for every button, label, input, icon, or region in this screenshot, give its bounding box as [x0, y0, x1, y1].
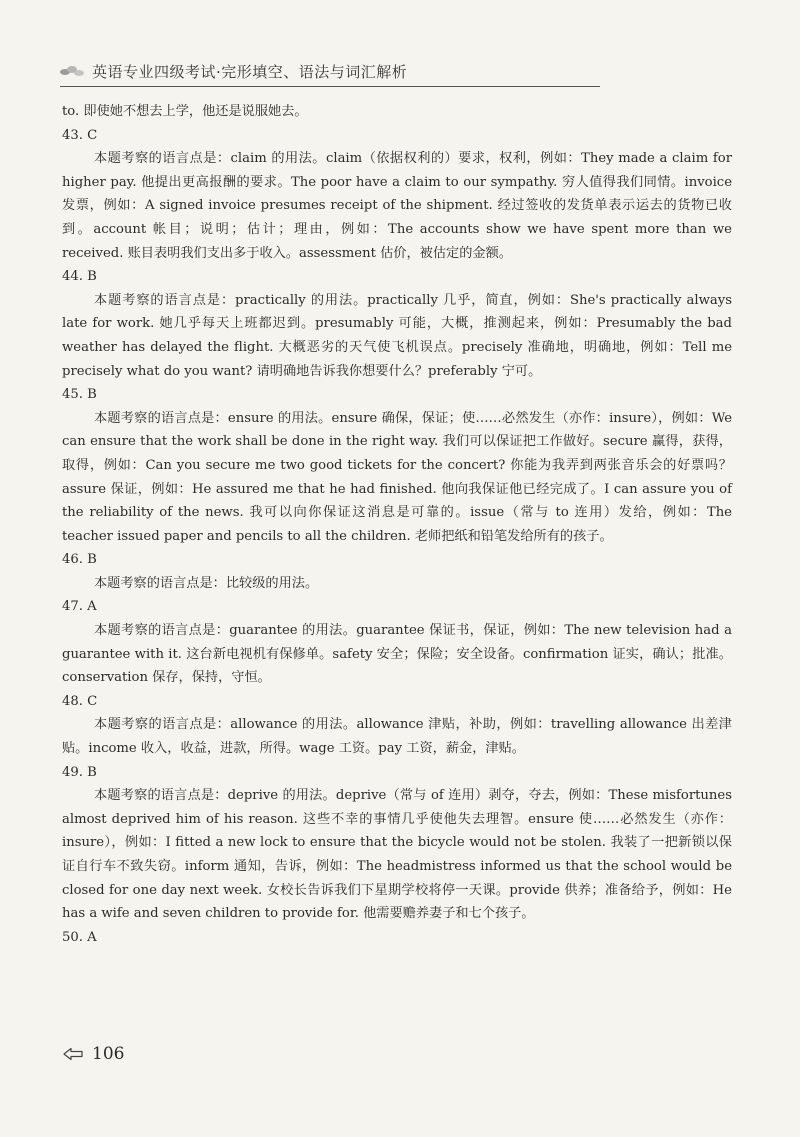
page-footer [62, 1044, 124, 1064]
answer-number: 44. B [62, 269, 97, 285]
answer-number: 46. B [62, 552, 97, 568]
answer-number: 50. A [62, 929, 97, 945]
answer-number: 49. B [62, 764, 97, 780]
header-ornament-icon [60, 64, 86, 78]
answer-number: 43. C [62, 127, 98, 143]
header-title: 英语专业四级考试·完形填空、语法与词汇解析 [92, 62, 408, 81]
explanation-paragraph: 本题考察的语言点是：ensure 的用法。ensure 确保，保证；使……必然发生（亦作：insure），例如：We can ensure that the work shall be done in the right way. 我们可以保证把工作做好。secure 赢得，获得，取得，例如：Can you secure me two good tickets for the concert? 你能为我弄到两张音乐会的好票吗？assure 保证，例如：He assured me that he had finished. 他向我保证他已经完成了。I can assure you of the reliability of the news. 我可以向你保证这消息是可靠的。issue（常与 to 连用）发给，例如：The teacher issued paper and pencils to all the children. 老师把纸和铅笔发给所有的孩子。 [62, 410, 732, 544]
explanation-paragraph: 本题考察的语言点是：比较级的用法。 [94, 575, 319, 591]
explanation-paragraph: 本题考察的语言点是：allowance 的用法。allowance 津贴，补助，例如：travelling allowance 出差津贴。income 收入，收益，进款，所得。wage 工资。pay 工资，薪金，津贴。 [62, 717, 732, 757]
header-divider [60, 86, 600, 87]
running-header [60, 58, 407, 84]
page-number: 106 [92, 1044, 125, 1064]
answer-explanations [62, 100, 732, 949]
answer-number: 48. C [62, 693, 98, 709]
answer-number: 47. A [62, 599, 97, 615]
explanation-paragraph: 本题考察的语言点是：claim 的用法。claim（依据权利的）要求，权利，例如：They made a claim for higher pay. 他提出更高报酬的要求。The poor have a claim to our sympathy. 穷人值得我们同情。invoice 发票，例如：A signed invoice presumes receipt of the shipment. 经过签收的发货单表示运去的货物已收到。account 帐目；说明；估计；理由，例如：The accounts show we have spent more than we received. 账目表明我们支出多于收入。assessment 估价，被估定的金额。 [62, 151, 732, 261]
explanation-paragraph: 本题考察的语言点是：practically 的用法。practically 几乎，简直，例如：She's practically always late for work. 她几乎每天上班都迟到。presumably 可能，大概，推测起来，例如：Presumably the bad weather has delayed the flight. 大概恶劣的天气使飞机误点。precisely 准确地，明确地，例如：Tell me precisely what do you want? 请明确地告诉我你想要什么？preferably 宁可。 [62, 292, 732, 379]
arrow-left-icon [62, 1047, 84, 1061]
continued-text: to. 即使她不想去上学，他还是说服她去。 [62, 104, 308, 119]
answer-number: 45. B [62, 387, 97, 403]
explanation-paragraph: 本题考察的语言点是：guarantee 的用法。guarantee 保证书，保证，例如：The new television had a guarantee with it. 这台新电视机有保修单。safety 安全；保险；安全设备。confirmation 证实，确认；批准。conservation 保存，保持，守恒。 [62, 623, 732, 686]
explanation-paragraph: 本题考察的语言点是：deprive 的用法。deprive（常与 of 连用）剥夺，夺去，例如：These misfortunes almost deprived him of his reason. 这些不幸的事情几乎使他失去理智。ensure 使……必然发生（亦作：insure），例如：I fitted a new lock to ensure that the bicycle would not be stolen. 我装了一把新锁以保证自行车不致失窃。inform 通知，告诉，例如：The headmistress informed us that the school would be closed for one day next week. 女校长告诉我们下星期学校将停一天课。provide 供养；准备给予，例如：He has a wife and seven children to provide for. 他需要赡养妻子和七个孩子。 [62, 788, 732, 922]
